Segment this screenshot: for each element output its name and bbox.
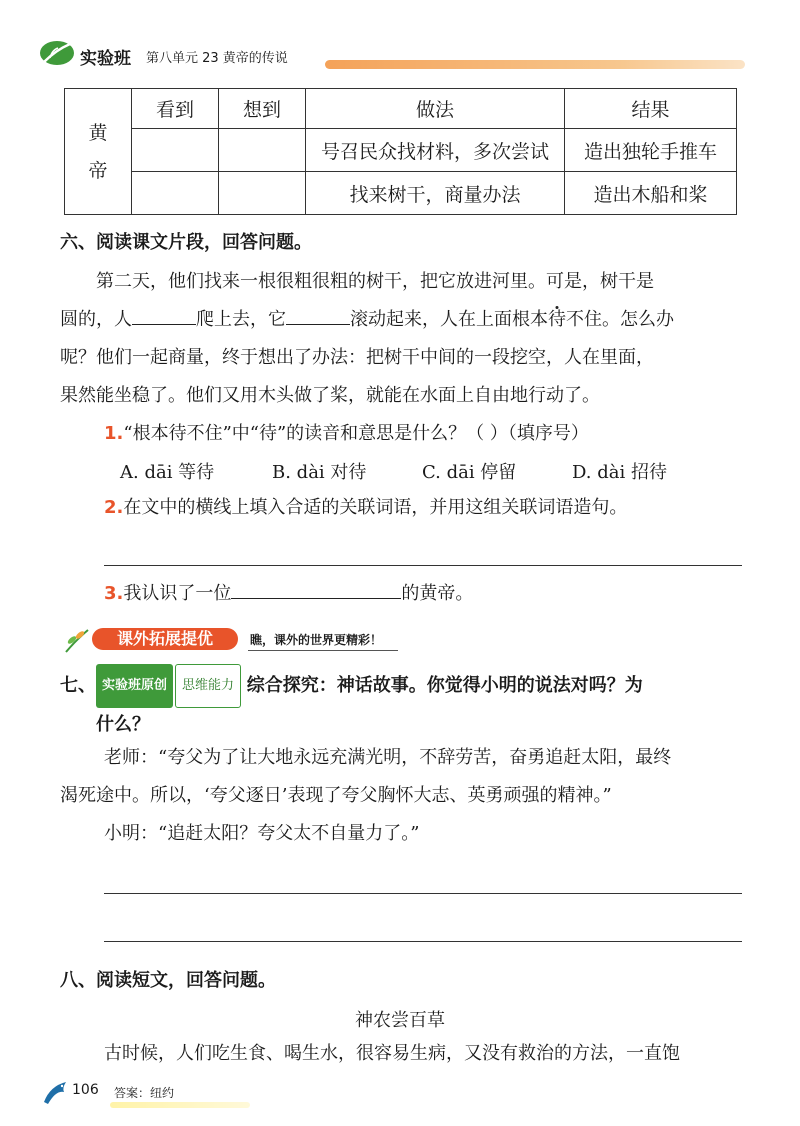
table-cell: 造出独轮手推车	[565, 129, 737, 172]
leaf-logo-icon	[38, 38, 76, 68]
section6-title: 六、阅读课文片段，回答问题。	[60, 232, 312, 253]
teacher-quote-2: 渴死途中。所以，‘夸父逐日’表现了夸父胸怀大志、英勇顽强的精神。”	[60, 785, 612, 806]
col-header-jieguo: 结果	[565, 89, 737, 129]
option-a[interactable]: A. dāi 等待	[120, 462, 215, 483]
banner-title: 课外拓展提优	[92, 628, 238, 650]
question-3: 3.我认识了一位 的黄帝。	[104, 583, 474, 604]
question-7-line2: 什么？	[96, 714, 150, 735]
fill-blank-2[interactable]	[286, 323, 350, 325]
breadcrumb: 第八单元 23 黄帝的传说	[146, 51, 288, 66]
fill-blank-1[interactable]	[132, 323, 196, 325]
tag-thinking: 思维能力	[175, 664, 241, 708]
col-header-kan: 看到	[132, 89, 219, 129]
page-number: 106	[72, 1082, 99, 1098]
table-cell: 找来树干，商量办法	[306, 172, 565, 215]
emphasis-char: 待	[548, 309, 566, 330]
table-cell-blank[interactable]	[132, 172, 219, 215]
table-row	[65, 172, 737, 215]
table-row	[65, 129, 737, 172]
question-1: 1.“根本待不住”中“待”的读音和意思是什么？（ ）（填序号）	[104, 423, 589, 444]
footer-answer: 答案：纽约	[114, 1086, 175, 1100]
passage-line-4: 果然能坐稳了。他们又用木头做了桨，就能在水面上自由地行动了。	[60, 385, 600, 406]
fill-blank-3[interactable]	[231, 597, 401, 599]
story-title: 神农尝百草	[355, 1010, 445, 1031]
header-decor-bar	[325, 60, 745, 69]
option-d[interactable]: D. dài 招待	[572, 462, 667, 483]
dolphin-icon	[40, 1076, 72, 1108]
tag-original: 实验班原创	[96, 664, 173, 708]
xiaoming-quote: 小明：“追赶太阳？夸父太不自量力了。”	[104, 823, 420, 844]
col-header-xiang: 想到	[219, 89, 306, 129]
passage-line-1: 第二天，他们找来一根很粗很粗的树干，把它放进河里。可是，树干是	[96, 271, 654, 292]
answer-line[interactable]	[104, 941, 742, 942]
answer-line[interactable]	[104, 893, 742, 894]
section8-title: 八、阅读短文，回答问题。	[60, 970, 276, 991]
passage-line-3: 呢？他们一起商量，终于想出了办法：把树干中间的一段挖空，人在里面，	[60, 347, 654, 368]
answer-line[interactable]	[104, 565, 742, 566]
question-7: 七、 实验班原创 思维能力 综合探究：神话故事。你觉得小明的说法对吗？为	[60, 664, 643, 708]
footer-highlight	[110, 1102, 250, 1108]
extension-banner	[62, 626, 398, 654]
row-head: 黄 帝	[65, 89, 132, 215]
teacher-quote-1: 老师：“夸父为了让大地永远充满光明，不辞劳苦，奋勇追赶太阳，最终	[104, 747, 672, 768]
banner-underline	[248, 650, 398, 651]
table-cell-blank[interactable]	[132, 129, 219, 172]
table-cell-blank[interactable]	[219, 172, 306, 215]
table-cell: 号召民众找材料，多次尝试	[306, 129, 565, 172]
table-cell-blank[interactable]	[219, 129, 306, 172]
option-b[interactable]: B. dài 对待	[272, 462, 367, 483]
story-line-1: 古时候，人们吃生食、喝生水，很容易生病，又没有救治的方法，一直饱	[104, 1043, 680, 1064]
banner-subtitle: 瞧，课外的世界更精彩！	[250, 633, 383, 647]
option-c[interactable]: C. dāi 停留	[422, 462, 517, 483]
huangdi-table	[64, 88, 737, 215]
leaf-sprig-icon	[62, 626, 92, 654]
table-cell: 造出木船和桨	[565, 172, 737, 215]
col-header-zuofa: 做法	[306, 89, 565, 129]
brand-title: 实验班	[80, 49, 131, 69]
passage-line-2: 圆的，人 爬上去，它 滚动起来，人在上面根本待不住。怎么办	[60, 309, 674, 330]
question-2: 2.在文中的横线上填入合适的关联词语，并用这组关联词语造句。	[104, 497, 628, 518]
